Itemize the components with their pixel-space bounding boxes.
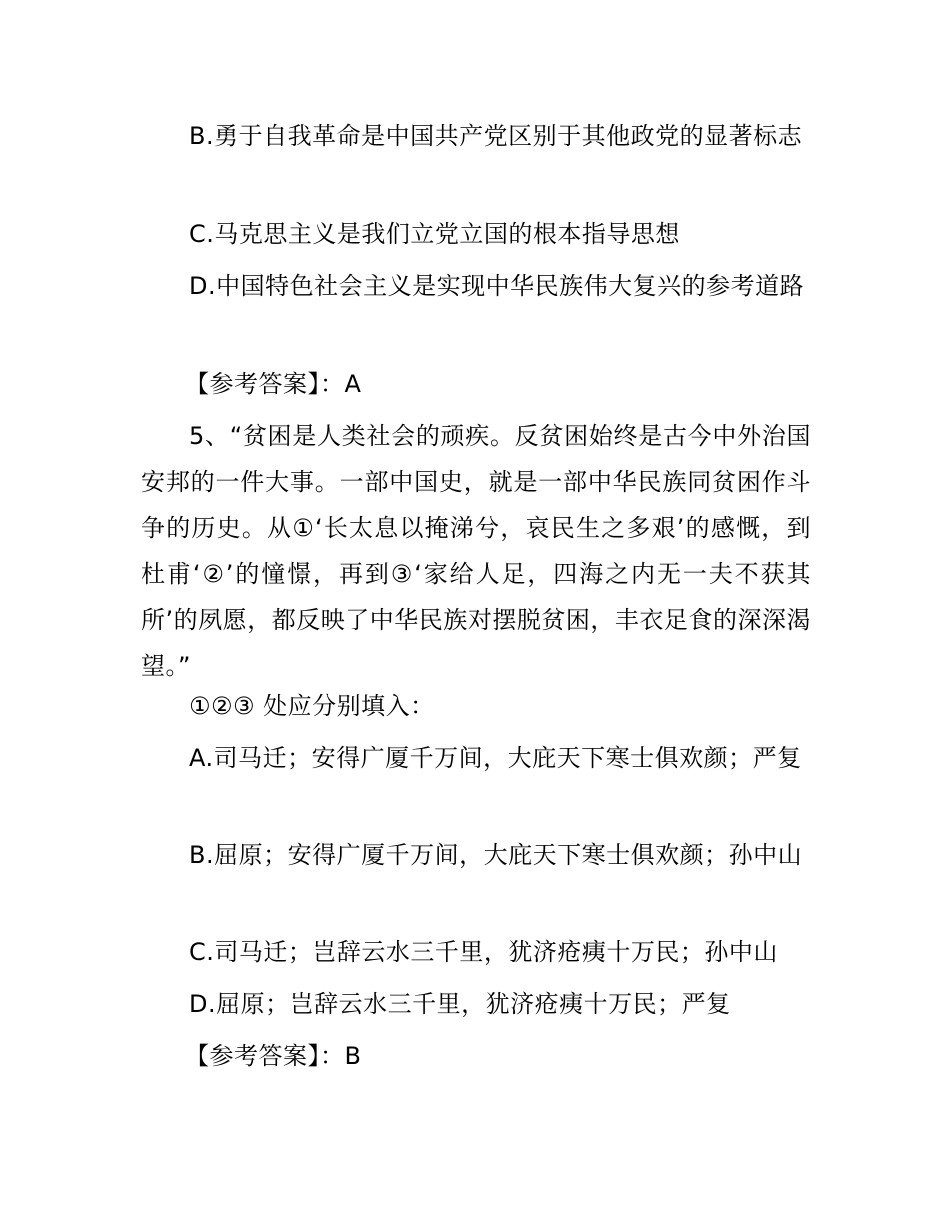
q5-question: 5、“贫困是人类社会的顽疾。反贫困始终是古今中外治国安邦的一件大事。一部中国史，就是一部中华民族同贫困作斗争的历史。从①‘长太息以掩涕兮，哀民生之多艰’的感慨，到杜甫‘②’的憧憬，再到③‘家给人足，四海之内无一夫不获其所’的夙愿，都反映了中华民族对摆脱贫困，丰衣足食的深深渴望。” (141, 422, 811, 680)
q5-option-d: D.屈原；岂辞云水三千里，犹济疮痍十万民；严复 (189, 990, 731, 1018)
q4-option-c: C.马克思主义是我们立党立国的根本指导思想 (189, 220, 680, 248)
q4-answer: 【参考答案】：A (185, 370, 362, 398)
q5-answer: 【参考答案】：B (185, 1042, 362, 1070)
q5-option-c: C.司马迁；岂辞云水三千里，犹济疮痍十万民；孙中山 (189, 938, 778, 966)
q5-option-a: A.司马迁；安得广厦千万间，大庇天下寒士俱欢颜；严复 (189, 744, 802, 772)
q5-prompt: ①②③ 处应分别填入： (189, 692, 435, 720)
q4-option-d: D.中国特色社会主义是实现中华民族伟大复兴的参考道路 (189, 272, 805, 300)
q5-option-b: B.屈原；安得广厦千万间，大庇天下寒士俱欢颜；孙中山 (189, 841, 803, 869)
q4-option-b: B.勇于自我革命是中国共产党区别于其他政党的显著标志 (189, 122, 803, 150)
